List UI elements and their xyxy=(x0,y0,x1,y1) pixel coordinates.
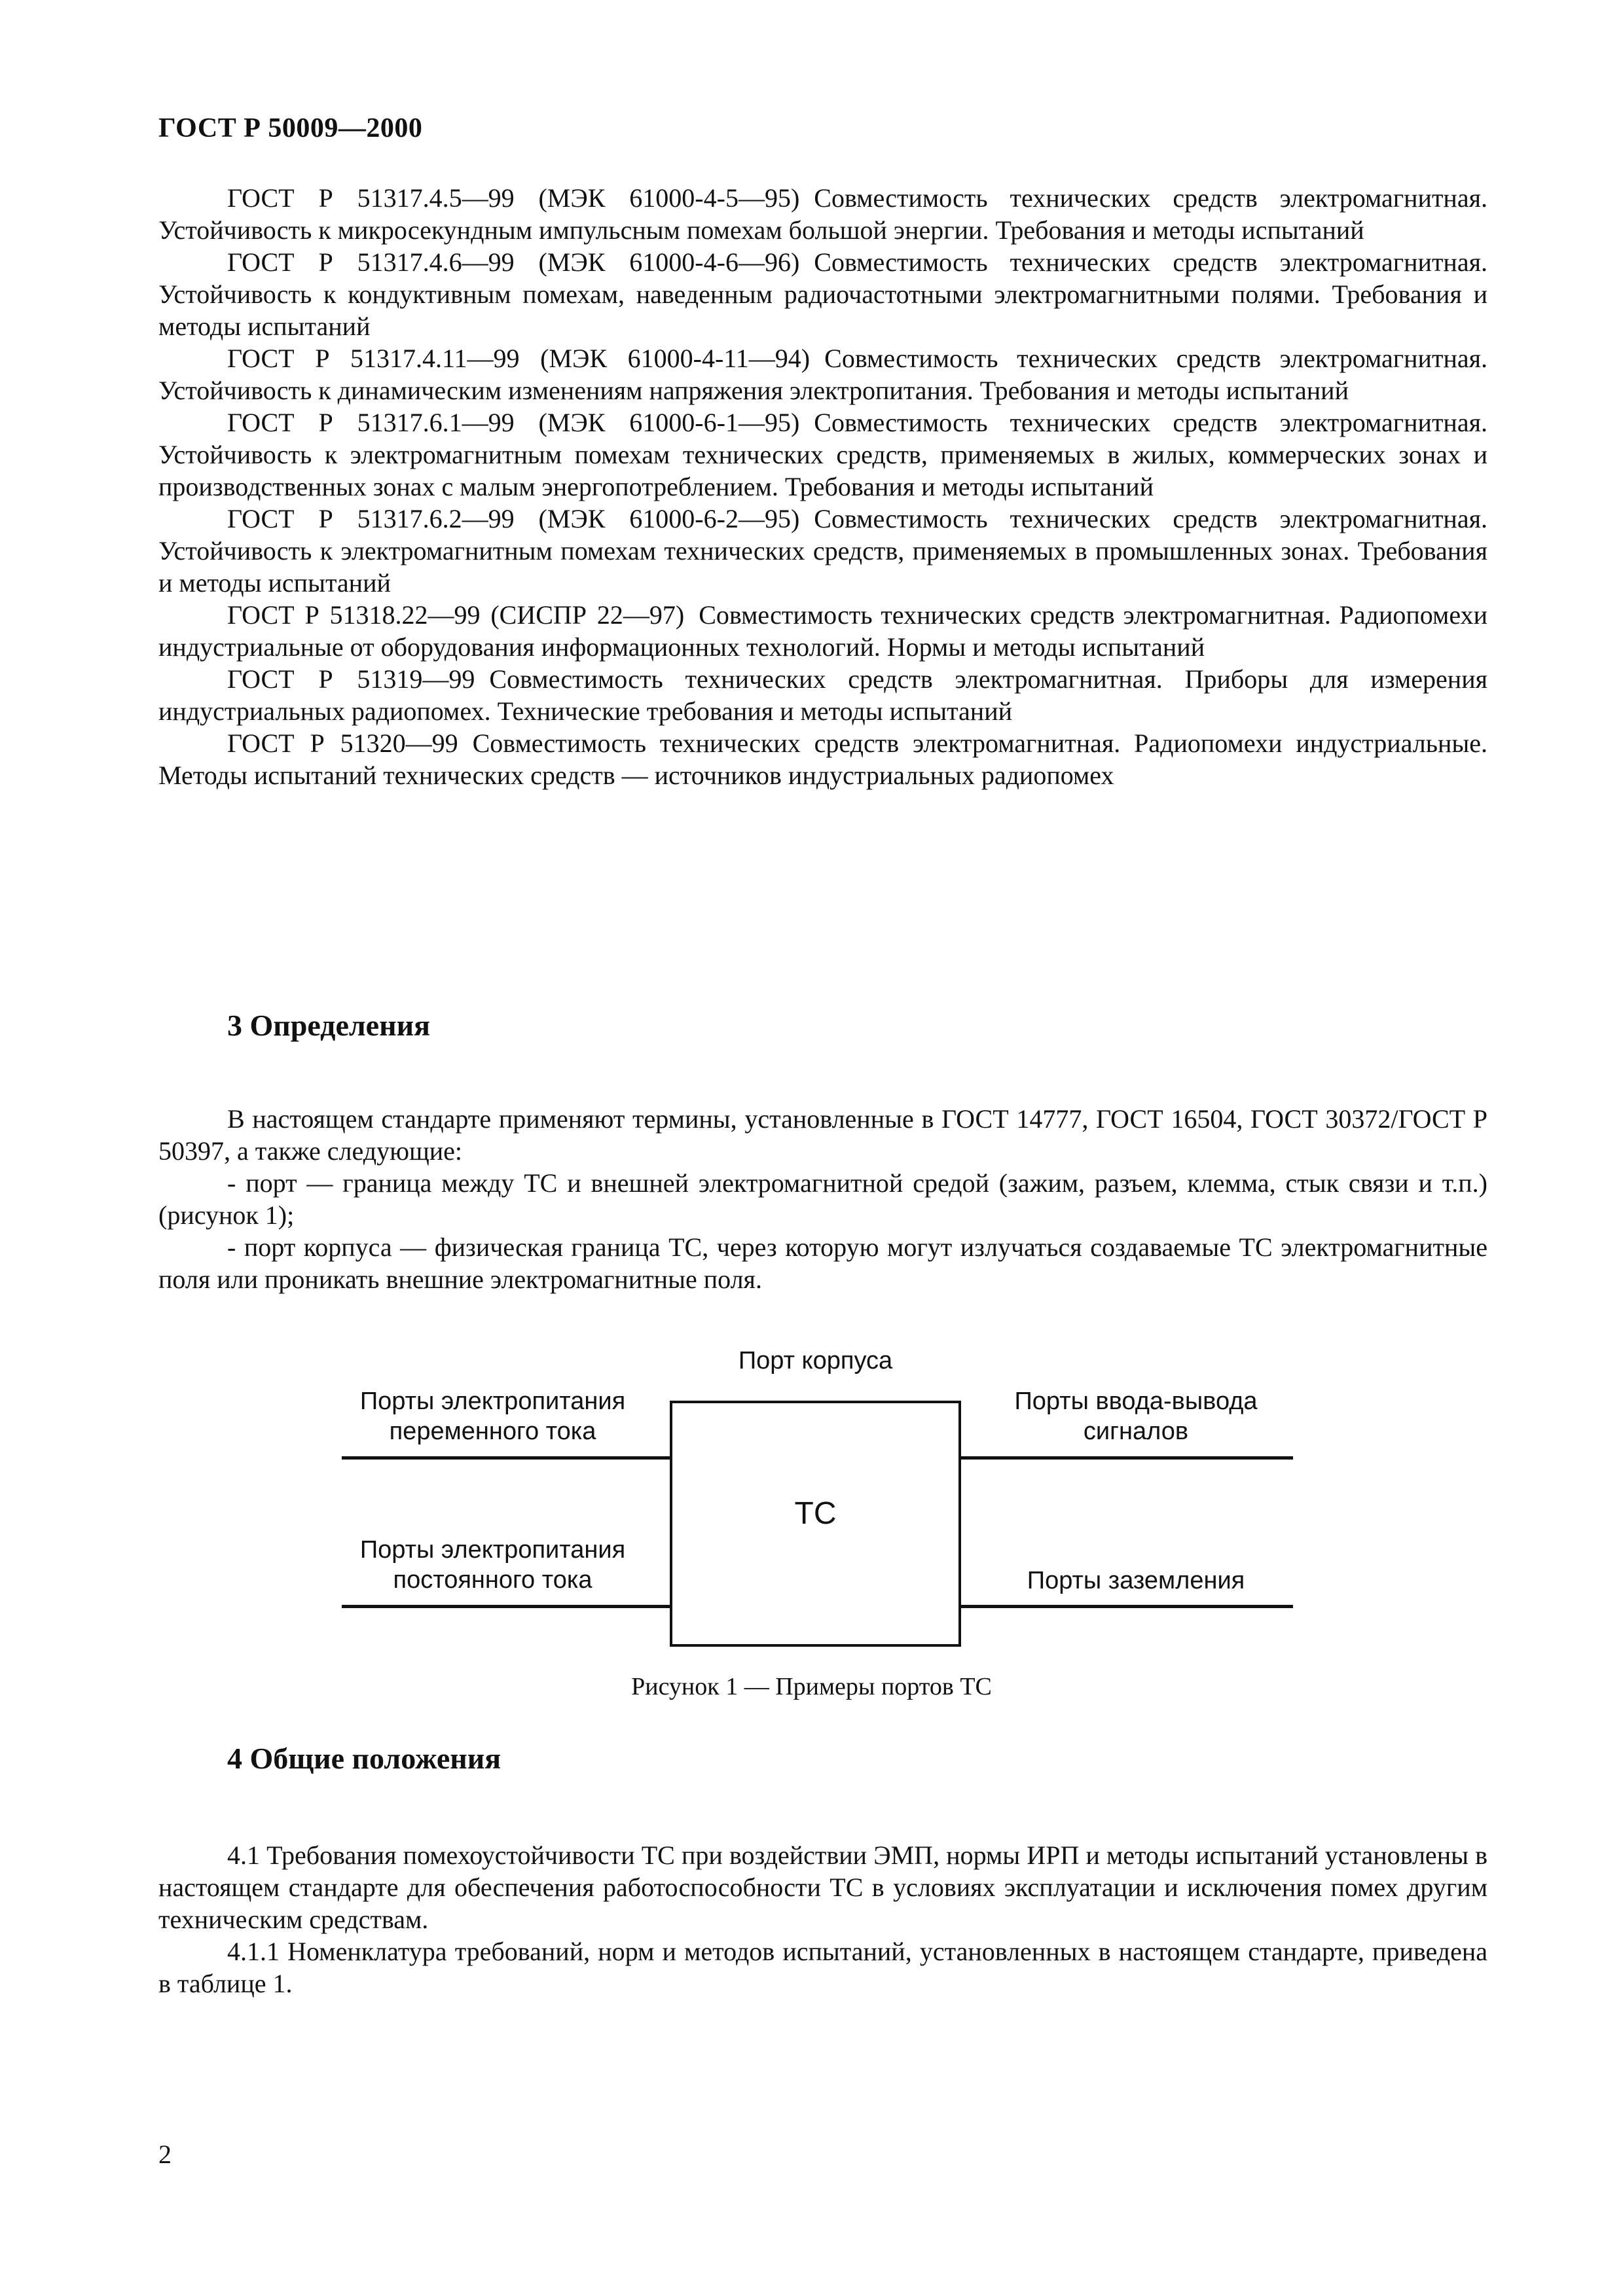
reference-code: ГОСТ Р 51317.4.11—99 (МЭК 61000-4-11—94) xyxy=(227,344,811,373)
reference-text: Совместимость технических средств электромагнитная. Устойчивость к микросекундным импульсным помехам большой энергии. Требования и методы испытаний xyxy=(158,183,1487,245)
reference-item xyxy=(158,342,1487,406)
reference-text: Совместимость технических средств электромагнитная. Радиопомехи индустриальные от оборудования информационных технологий. Нормы и методы испытаний xyxy=(158,600,1487,662)
equipment-box-label: ТС xyxy=(794,1496,837,1531)
reference-code: ГОСТ Р 51317.6.2—99 (МЭК 61000-6-2—95) xyxy=(227,504,800,533)
section-4-1-paragraph: 4.1 Требования помехоустойчивости ТС при воздействии ЭМП, нормы ИРП и методы испытаний установлены в настоящем стандарте для обеспечения работоспособности ТС в условиях эксплуатации и исключения помех другим техническим средствам. xyxy=(158,1840,1487,1934)
reference-item xyxy=(158,182,1487,246)
reference-item xyxy=(158,599,1487,663)
section-4-1-1-paragraph: 4.1.1 Номенклатура требований, норм и методов испытаний, установленных в настоящем стандарте, приведена в таблице 1. xyxy=(158,1937,1487,1998)
reference-code: ГОСТ Р 51317.4.5—99 (МЭК 61000-4-5—95) xyxy=(227,183,800,213)
reference-code: ГОСТ Р 51317.6.1—99 (МЭК 61000-6-1—95) xyxy=(227,408,800,437)
ground-ports-label: Порты заземления xyxy=(1027,1567,1245,1594)
ac-power-ports-label-line2: переменного тока xyxy=(389,1418,596,1445)
reference-code: ГОСТ Р 51317.4.6—99 (МЭК 61000-4-6—96) xyxy=(227,247,800,277)
figure-1-ports-diagram xyxy=(327,1335,1309,1643)
reference-text: Совместимость технических средств электромагнитная. Приборы для измерения индустриальных радиопомех. Технические требования и методы испытаний xyxy=(158,664,1487,726)
io-port-line xyxy=(961,1456,1293,1460)
reference-code: ГОСТ Р 51320—99 xyxy=(227,728,458,758)
figure-1-caption: Рисунок 1 — Примеры портов ТС xyxy=(631,1673,992,1700)
page-number: 2 xyxy=(158,2140,172,2169)
dc-power-ports-label xyxy=(327,1535,658,1595)
ac-power-port-line xyxy=(342,1456,670,1460)
section-3-title: 3 Определения xyxy=(227,1009,430,1042)
section-3-intro: В настоящем стандарте применяют термины, установленные в ГОСТ 14777, ГОСТ 16504, ГОСТ 30372/ГОСТ Р 50397, а также следующие: xyxy=(158,1104,1487,1166)
section-3-body xyxy=(158,1103,1487,1295)
document-header-id: ГОСТ Р 50009—2000 xyxy=(158,113,423,143)
io-ports-label xyxy=(972,1386,1300,1446)
reference-text: Совместимость технических средств электромагнитная. Устойчивость к электромагнитным помехам технических средств, применяемых в промышленных зонах. Требования и методы испытаний xyxy=(158,504,1487,598)
io-ports-label-line2: сигналов xyxy=(1083,1418,1189,1445)
reference-text: Совместимость технических средств электромагнитная. Устойчивость к кондуктивным помехам, наведенным радиочастотными электромагнитными полями. Требования и методы испытаний xyxy=(158,247,1487,341)
definition-port: - порт — граница между ТС и внешней электромагнитной средой (зажим, разъем, клемма, стык связи и т.п.) (рисунок 1); xyxy=(158,1168,1487,1230)
dc-power-ports-label-line2: постоянного тока xyxy=(393,1566,593,1594)
reference-item xyxy=(158,503,1487,599)
definition-enclosure-port: - порт корпуса — физическая граница ТС, через которую могут излучаться создаваемые ТС электромагнитные поля или проникать внешние электромагнитные поля. xyxy=(158,1232,1487,1294)
reference-code: ГОСТ Р 51319—99 xyxy=(227,664,475,694)
ac-power-ports-label-line1: Порты электропитания xyxy=(359,1388,626,1415)
reference-item xyxy=(158,246,1487,342)
dc-power-port-line xyxy=(342,1605,670,1608)
reference-text: Совместимость технических средств электромагнитная. Радиопомехи индустриальные. Методы испытаний технических средств — источников индустриальных радиопомех xyxy=(158,728,1487,790)
reference-text: Совместимость технических средств электромагнитная. Устойчивость к динамическим изменениям напряжения электропитания. Требования и методы испытаний xyxy=(158,344,1487,405)
reference-text: Совместимость технических средств электромагнитная. Устойчивость к электромагнитным помехам технических средств, применяемых в жилых, коммерческих зонах и производственных зонах с малым энергопотреблением. Требования и методы испытаний xyxy=(158,408,1487,501)
references-list xyxy=(158,182,1487,791)
reference-item xyxy=(158,663,1487,727)
reference-item xyxy=(158,727,1487,791)
ac-power-ports-label xyxy=(327,1386,658,1446)
reference-item xyxy=(158,406,1487,503)
section-4-body xyxy=(158,1839,1487,2000)
reference-code: ГОСТ Р 51318.22—99 (СИСПР 22—97) xyxy=(227,600,685,630)
dc-power-ports-label-line1: Порты электропитания xyxy=(359,1536,626,1564)
io-ports-label-line1: Порты ввода-вывода xyxy=(1014,1388,1258,1415)
ground-port-line xyxy=(961,1605,1293,1608)
section-4-title: 4 Общие положения xyxy=(227,1742,501,1775)
enclosure-port-label: Порт корпуса xyxy=(738,1347,893,1374)
